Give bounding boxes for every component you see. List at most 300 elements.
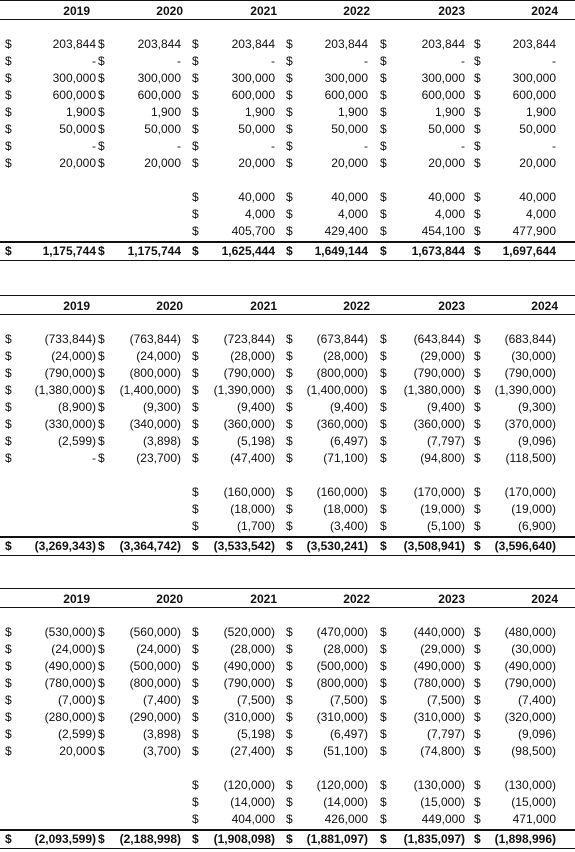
- dollar-sign: $: [98, 744, 105, 758]
- dollar-sign: $: [192, 744, 199, 758]
- dollar-sign: $: [5, 744, 12, 758]
- dollar-sign: $: [380, 122, 387, 136]
- table-cell: (170,000): [413, 485, 465, 499]
- table-cell: 426,000: [324, 812, 368, 826]
- table-cell: -: [461, 54, 465, 68]
- table-cell: (3,898): [142, 434, 181, 448]
- dollar-sign: $: [192, 366, 199, 380]
- table-row: [0, 366, 575, 383]
- dollar-sign: $: [192, 659, 199, 673]
- dollar-sign: $: [5, 710, 12, 724]
- header-bottom-border: [0, 19, 575, 20]
- dollar-sign: $: [192, 485, 199, 499]
- dollar-sign: $: [5, 539, 12, 553]
- dollar-sign: $: [5, 693, 12, 707]
- dollar-sign: $: [98, 727, 105, 741]
- table-cell: 454,100: [421, 224, 465, 238]
- table-cell: -: [271, 54, 275, 68]
- table-row: [0, 349, 575, 366]
- table-cell: (310,000): [413, 710, 465, 724]
- dollar-sign: $: [286, 451, 293, 465]
- dollar-sign: $: [286, 744, 293, 758]
- dollar-sign: $: [474, 383, 481, 397]
- dollar-sign: $: [380, 693, 387, 707]
- dollar-sign: $: [380, 37, 387, 51]
- dollar-sign: $: [286, 778, 293, 792]
- total-cell: (2,188,998): [119, 832, 181, 846]
- total-top-border: [0, 829, 575, 831]
- table-cell: 50,000: [428, 122, 465, 136]
- dollar-sign: $: [474, 778, 481, 792]
- table-cell: (9,300): [142, 400, 181, 414]
- dollar-sign: $: [380, 54, 387, 68]
- table-cell: (7,000): [57, 693, 96, 707]
- table-cell: 203,844: [512, 37, 556, 51]
- dollar-sign: $: [286, 710, 293, 724]
- dollar-sign: $: [474, 795, 481, 809]
- table-row: [0, 451, 575, 468]
- total-top-border: [0, 241, 575, 243]
- year-header-cell: 2020: [156, 592, 183, 606]
- table-row: [0, 190, 575, 207]
- dollar-sign: $: [98, 139, 105, 153]
- dollar-sign: $: [474, 349, 481, 363]
- dollar-sign: $: [380, 502, 387, 516]
- header-bottom-border: [0, 314, 575, 315]
- table-cell: (470,000): [316, 625, 368, 639]
- dollar-sign: $: [5, 54, 12, 68]
- dollar-sign: $: [474, 832, 481, 846]
- table-cell: 300,000: [512, 71, 556, 85]
- total-cell: (1,881,097): [306, 832, 368, 846]
- dollar-sign: $: [192, 349, 199, 363]
- total-cell: 1,673,844: [411, 244, 465, 258]
- table-row: [0, 744, 575, 761]
- dollar-sign: $: [98, 642, 105, 656]
- table-cell: (280,000): [44, 710, 96, 724]
- table-cell: (24,000): [136, 642, 181, 656]
- dollar-sign: $: [380, 71, 387, 85]
- dollar-sign: $: [286, 122, 293, 136]
- table-cell: (7,500): [236, 693, 275, 707]
- table-row: [0, 727, 575, 744]
- table-cell: (500,000): [129, 659, 181, 673]
- table-cell: 600,000: [512, 88, 556, 102]
- table-cell: (118,500): [505, 451, 556, 465]
- dollar-sign: $: [192, 642, 199, 656]
- dollar-sign: $: [380, 207, 387, 221]
- year-header-cell: 2021: [250, 299, 277, 313]
- table-cell: 600,000: [231, 88, 275, 102]
- dollar-sign: $: [380, 778, 387, 792]
- table-cell: (9,096): [517, 434, 556, 448]
- table-cell: -: [364, 54, 368, 68]
- total-cell: (3,364,742): [119, 539, 181, 553]
- table-cell: 4,000: [434, 207, 465, 221]
- table-cell: 600,000: [324, 88, 368, 102]
- dollar-sign: $: [192, 832, 199, 846]
- table-cell: (490,000): [504, 659, 556, 673]
- table-cell: (370,000): [504, 417, 556, 431]
- dollar-sign: $: [380, 332, 387, 346]
- dollar-sign: $: [192, 105, 199, 119]
- table-cell: 300,000: [231, 71, 275, 85]
- dollar-sign: $: [192, 676, 199, 690]
- table-cell: (28,000): [230, 349, 275, 363]
- dollar-sign: $: [286, 207, 293, 221]
- table-cell: (520,000): [223, 625, 275, 639]
- table-cell: (30,000): [511, 642, 556, 656]
- total-cell: (3,508,941): [403, 539, 465, 553]
- table-cell: (9,400): [426, 400, 465, 414]
- dollar-sign: $: [5, 37, 12, 51]
- table-cell: (6,900): [517, 519, 556, 533]
- dollar-sign: $: [380, 400, 387, 414]
- table-cell: (14,000): [323, 795, 368, 809]
- table-cell: (6,497): [329, 727, 368, 741]
- table-row: [0, 625, 575, 642]
- table-cell: (15,000): [511, 795, 556, 809]
- dollar-sign: $: [192, 400, 199, 414]
- table-cell: -: [552, 54, 556, 68]
- table-row: [0, 795, 575, 812]
- total-cell: 1,649,144: [314, 244, 368, 258]
- table-cell: (7,400): [142, 693, 181, 707]
- table-cell: (47,400): [230, 451, 275, 465]
- section-2: [0, 295, 575, 559]
- dollar-sign: $: [380, 832, 387, 846]
- dollar-sign: $: [286, 676, 293, 690]
- table-cell: (683,844): [504, 332, 556, 346]
- dollar-sign: $: [98, 54, 105, 68]
- table-cell: (19,000): [511, 502, 556, 516]
- dollar-sign: $: [380, 156, 387, 170]
- dollar-sign: $: [474, 539, 481, 553]
- dollar-sign: $: [286, 383, 293, 397]
- table-cell: (5,198): [236, 727, 275, 741]
- table-cell: (780,000): [413, 676, 465, 690]
- dollar-sign: $: [474, 88, 481, 102]
- dollar-sign: $: [474, 727, 481, 741]
- dollar-sign: $: [5, 676, 12, 690]
- table-cell: (15,000): [420, 795, 465, 809]
- table-cell: (310,000): [223, 710, 275, 724]
- dollar-sign: $: [192, 502, 199, 516]
- table-cell: (19,000): [420, 502, 465, 516]
- table-cell: (790,000): [44, 366, 96, 380]
- table-cell: (29,000): [420, 642, 465, 656]
- table-cell: (9,400): [236, 400, 275, 414]
- table-cell: (340,000): [129, 417, 181, 431]
- dollar-sign: $: [380, 139, 387, 153]
- table-row: [0, 37, 575, 54]
- dollar-sign: $: [98, 105, 105, 119]
- table-row: [0, 485, 575, 502]
- table-cell: (763,844): [129, 332, 181, 346]
- table-cell: (71,100): [323, 451, 368, 465]
- dollar-sign: $: [380, 383, 387, 397]
- table-cell: (800,000): [129, 676, 181, 690]
- table-row: [0, 122, 575, 139]
- table-cell: 4,000: [244, 207, 275, 221]
- dollar-sign: $: [5, 156, 12, 170]
- table-cell: 50,000: [238, 122, 275, 136]
- dollar-sign: $: [380, 451, 387, 465]
- table-cell: (1,390,000): [494, 383, 556, 397]
- table-cell: 600,000: [137, 88, 181, 102]
- dollar-sign: $: [286, 659, 293, 673]
- table-row: [0, 207, 575, 224]
- dollar-sign: $: [286, 105, 293, 119]
- dollar-sign: $: [286, 539, 293, 553]
- table-cell: (2,599): [57, 727, 96, 741]
- table-row: [0, 778, 575, 795]
- table-cell: 50,000: [59, 122, 96, 136]
- dollar-sign: $: [98, 244, 105, 258]
- table-cell: (500,000): [316, 659, 368, 673]
- table-cell: (290,000): [129, 710, 181, 724]
- table-row: [0, 676, 575, 693]
- dollar-sign: $: [98, 37, 105, 51]
- dollar-sign: $: [5, 366, 12, 380]
- dollar-sign: $: [380, 727, 387, 741]
- dollar-sign: $: [98, 625, 105, 639]
- header-bottom-border: [0, 607, 575, 608]
- table-cell: (9,096): [517, 727, 556, 741]
- dollar-sign: $: [192, 71, 199, 85]
- table-cell: (790,000): [223, 676, 275, 690]
- table-cell: (51,100): [323, 744, 368, 758]
- year-header-cell: 2022: [343, 299, 370, 313]
- table-cell: 300,000: [52, 71, 96, 85]
- table-cell: (8,900): [57, 400, 96, 414]
- dollar-sign: $: [286, 795, 293, 809]
- dollar-sign: $: [192, 139, 199, 153]
- table-cell: (120,000): [223, 778, 275, 792]
- dollar-sign: $: [474, 676, 481, 690]
- year-header-cell: 2022: [343, 4, 370, 18]
- table-cell: 1,900: [244, 105, 275, 119]
- dollar-sign: $: [380, 676, 387, 690]
- total-cell: (3,596,640): [494, 539, 556, 553]
- table-cell: 449,000: [421, 812, 465, 826]
- table-row: [0, 519, 575, 536]
- table-cell: (490,000): [44, 659, 96, 673]
- total-cell: 1,697,644: [502, 244, 556, 258]
- table-cell: (1,390,000): [213, 383, 275, 397]
- table-cell: 429,400: [324, 224, 368, 238]
- dollar-sign: $: [474, 659, 481, 673]
- table-cell: (800,000): [316, 366, 368, 380]
- dollar-sign: $: [5, 349, 12, 363]
- total-cell: (1,898,996): [494, 832, 556, 846]
- dollar-sign: $: [5, 139, 12, 153]
- table-cell: -: [92, 451, 96, 465]
- dollar-sign: $: [474, 190, 481, 204]
- dollar-sign: $: [474, 642, 481, 656]
- dollar-sign: $: [380, 434, 387, 448]
- table-cell: (24,000): [136, 349, 181, 363]
- dollar-sign: $: [5, 451, 12, 465]
- dollar-sign: $: [5, 383, 12, 397]
- table-cell: (440,000): [413, 625, 465, 639]
- dollar-sign: $: [474, 332, 481, 346]
- dollar-sign: $: [380, 659, 387, 673]
- table-cell: (18,000): [323, 502, 368, 516]
- dollar-sign: $: [380, 417, 387, 431]
- dollar-sign: $: [286, 190, 293, 204]
- table-cell: (790,000): [504, 676, 556, 690]
- table-cell: 1,900: [525, 105, 556, 119]
- table-cell: 40,000: [428, 190, 465, 204]
- year-header-cell: 2021: [250, 4, 277, 18]
- dollar-sign: $: [474, 434, 481, 448]
- table-row: [0, 88, 575, 105]
- table-cell: (1,400,000): [306, 383, 368, 397]
- dollar-sign: $: [192, 778, 199, 792]
- total-cell: (3,533,542): [213, 539, 275, 553]
- dollar-sign: $: [192, 451, 199, 465]
- table-cell: 203,844: [421, 37, 465, 51]
- table-cell: 40,000: [238, 190, 275, 204]
- table-cell: (23,700): [136, 451, 181, 465]
- table-cell: (490,000): [413, 659, 465, 673]
- dollar-sign: $: [192, 88, 199, 102]
- dollar-sign: $: [474, 71, 481, 85]
- total-top-border: [0, 536, 575, 538]
- table-cell: (320,000): [504, 710, 556, 724]
- dollar-sign: $: [192, 539, 199, 553]
- dollar-sign: $: [5, 642, 12, 656]
- table-cell: (29,000): [420, 349, 465, 363]
- dollar-sign: $: [286, 139, 293, 153]
- dollar-sign: $: [380, 625, 387, 639]
- table-cell: 50,000: [519, 122, 556, 136]
- total-row: [0, 244, 575, 261]
- dollar-sign: $: [380, 795, 387, 809]
- table-cell: (18,000): [230, 502, 275, 516]
- year-header-cell: 2023: [438, 299, 465, 313]
- dollar-sign: $: [5, 332, 12, 346]
- table-cell: (360,000): [316, 417, 368, 431]
- table-cell: -: [271, 139, 275, 153]
- table-row: [0, 417, 575, 434]
- table-cell: (3,700): [142, 744, 181, 758]
- dollar-sign: $: [192, 224, 199, 238]
- table-row: [0, 642, 575, 659]
- table-cell: (7,797): [426, 434, 465, 448]
- table-cell: (733,844): [44, 332, 96, 346]
- table-cell: (1,700): [236, 519, 275, 533]
- table-cell: (9,400): [329, 400, 368, 414]
- dollar-sign: $: [98, 332, 105, 346]
- year-header-cell: 2019: [63, 299, 90, 313]
- dollar-sign: $: [98, 122, 105, 136]
- dollar-sign: $: [5, 832, 12, 846]
- dollar-sign: $: [474, 400, 481, 414]
- table-cell: -: [92, 139, 96, 153]
- table-row: [0, 332, 575, 349]
- dollar-sign: $: [5, 434, 12, 448]
- dollar-sign: $: [380, 224, 387, 238]
- table-cell: (5,100): [426, 519, 465, 533]
- dollar-sign: $: [98, 451, 105, 465]
- table-cell: (27,400): [230, 744, 275, 758]
- dollar-sign: $: [286, 417, 293, 431]
- table-cell: 203,844: [52, 37, 96, 51]
- table-cell: -: [177, 54, 181, 68]
- dollar-sign: $: [5, 244, 12, 258]
- table-cell: 20,000: [331, 156, 368, 170]
- table-cell: (800,000): [316, 676, 368, 690]
- table-cell: 20,000: [428, 156, 465, 170]
- year-header-cell: 2024: [531, 299, 558, 313]
- dollar-sign: $: [474, 54, 481, 68]
- dollar-sign: $: [286, 812, 293, 826]
- dollar-sign: $: [98, 156, 105, 170]
- table-cell: 477,900: [512, 224, 556, 238]
- total-bottom-border: [0, 848, 575, 849]
- dollar-sign: $: [5, 417, 12, 431]
- section-1: [0, 0, 575, 264]
- dollar-sign: $: [5, 659, 12, 673]
- total-row: [0, 832, 575, 849]
- table-cell: 404,000: [231, 812, 275, 826]
- table-cell: 1,900: [65, 105, 96, 119]
- dollar-sign: $: [380, 519, 387, 533]
- table-cell: (28,000): [323, 349, 368, 363]
- dollar-sign: $: [474, 207, 481, 221]
- table-cell: (14,000): [230, 795, 275, 809]
- table-cell: (723,844): [223, 332, 275, 346]
- dollar-sign: $: [192, 693, 199, 707]
- table-cell: 405,700: [231, 224, 275, 238]
- table-cell: -: [177, 139, 181, 153]
- dollar-sign: $: [286, 693, 293, 707]
- dollar-sign: $: [5, 625, 12, 639]
- table-cell: -: [364, 139, 368, 153]
- table-cell: 471,000: [512, 812, 556, 826]
- table-cell: (790,000): [223, 366, 275, 380]
- dollar-sign: $: [192, 122, 199, 136]
- total-cell: (3,530,241): [306, 539, 368, 553]
- table-cell: 4,000: [337, 207, 368, 221]
- dollar-sign: $: [286, 727, 293, 741]
- dollar-sign: $: [474, 812, 481, 826]
- table-cell: (120,000): [316, 778, 368, 792]
- dollar-sign: $: [474, 105, 481, 119]
- table-row: [0, 105, 575, 122]
- dollar-sign: $: [192, 37, 199, 51]
- table-cell: (790,000): [504, 366, 556, 380]
- table-cell: 20,000: [238, 156, 275, 170]
- dollar-sign: $: [286, 502, 293, 516]
- table-cell: (790,000): [413, 366, 465, 380]
- year-header-cell: 2020: [156, 299, 183, 313]
- table-row: [0, 383, 575, 400]
- table-cell: (490,000): [223, 659, 275, 673]
- table-row: [0, 693, 575, 710]
- dollar-sign: $: [98, 693, 105, 707]
- dollar-sign: $: [98, 710, 105, 724]
- table-cell: (2,599): [57, 434, 96, 448]
- year-header-cell: 2023: [438, 592, 465, 606]
- dollar-sign: $: [380, 812, 387, 826]
- dollar-sign: $: [286, 519, 293, 533]
- dollar-sign: $: [286, 244, 293, 258]
- total-cell: 1,625,444: [221, 244, 275, 258]
- dollar-sign: $: [192, 434, 199, 448]
